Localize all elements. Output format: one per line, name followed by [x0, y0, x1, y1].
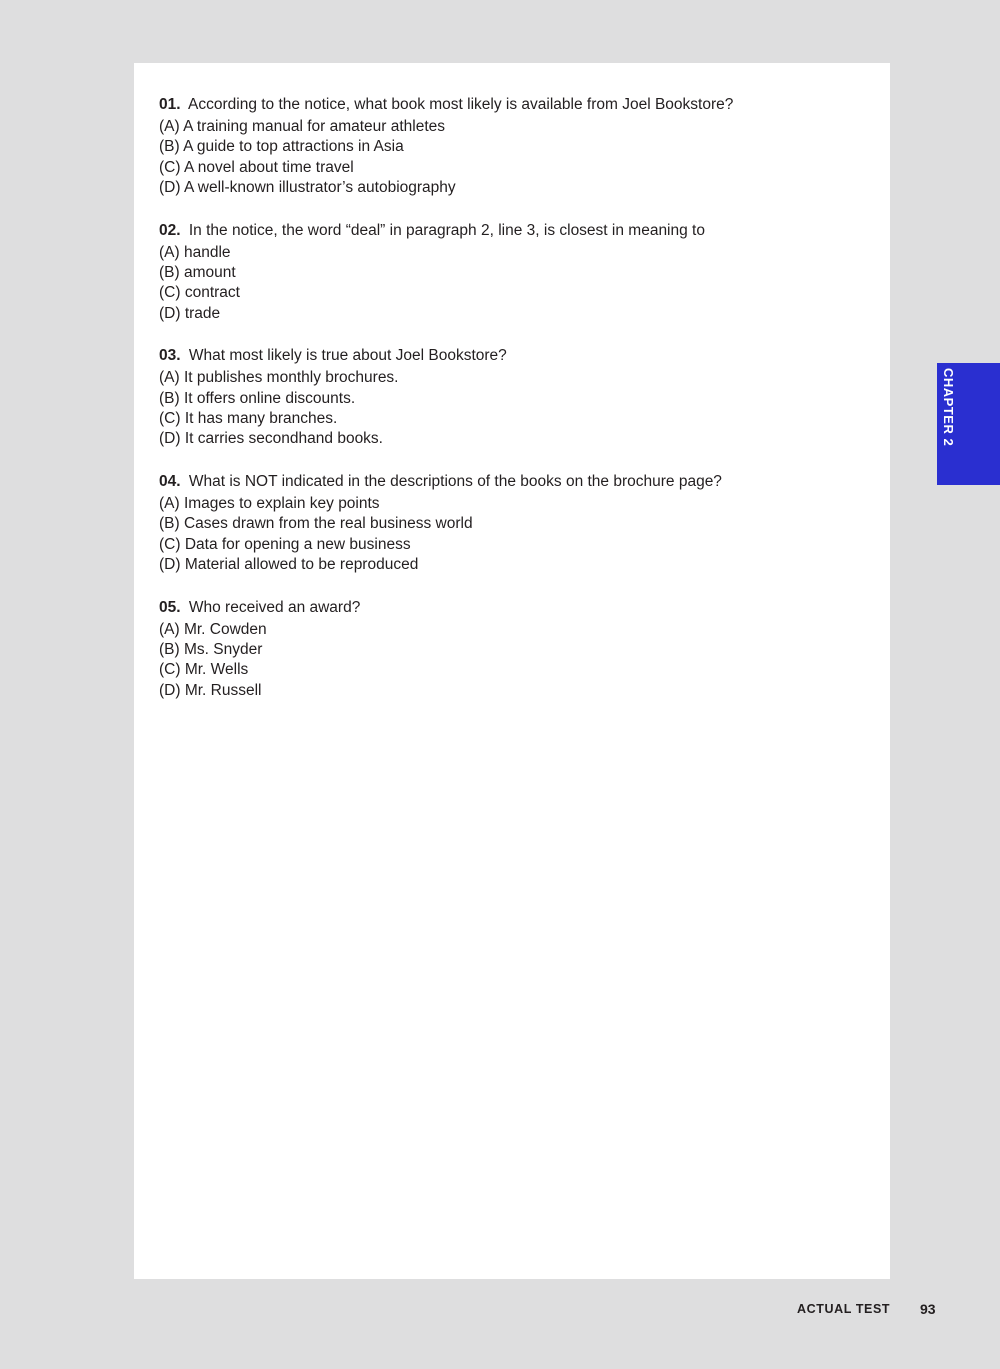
question-03: [159, 345, 879, 450]
answer-option-a: (A) Mr. Cowden: [159, 620, 267, 638]
question-02: [159, 220, 879, 325]
question-list: [159, 94, 879, 722]
answer-option-a: (A) It publishes monthly brochures.: [159, 369, 399, 387]
answer-option-b: (B) It offers online discounts.: [159, 389, 356, 407]
answer-option-d: (D) trade: [159, 304, 221, 322]
page-number: 93: [920, 1301, 936, 1317]
chapter-tab: [937, 363, 1000, 485]
question-number: 04.: [159, 472, 181, 490]
question-01: [159, 94, 879, 199]
answer-option-b: (B) Ms. Snyder: [159, 640, 263, 658]
answer-option-c: (C) A novel about time travel: [159, 158, 354, 176]
answer-option-a: (A) handle: [159, 243, 231, 261]
question-number: 05.: [159, 598, 181, 616]
question-text: According to the notice, what book most likely is available from Joel Bookstore?: [188, 96, 734, 113]
question-number: 01.: [159, 96, 181, 113]
question-text: What most likely is true about Joel Bookstore?: [188, 347, 507, 365]
answer-option-a: (A) Images to explain key points: [159, 494, 380, 512]
answer-option-a: (A) A training manual for amateur athletes: [159, 118, 446, 135]
answer-option-b: (B) Cases drawn from the real business world: [159, 515, 473, 533]
question-stem: [159, 471, 879, 493]
footer-section-label: ACTUAL TEST: [797, 1302, 891, 1316]
question-stem: [159, 345, 879, 367]
question-05: [159, 597, 879, 702]
question-number: 02.: [159, 221, 181, 239]
chapter-label: CHAPTER 2: [941, 368, 956, 447]
answer-option-d: (D) Material allowed to be reproduced: [159, 556, 419, 574]
answer-option-d: (D) It carries secondhand books.: [159, 430, 383, 448]
question-stem: [159, 220, 879, 242]
answer-option-c: (C) It has many branches.: [159, 410, 338, 428]
question-text: What is NOT indicated in the descriptions of the books on the brochure page?: [188, 472, 722, 490]
answer-option-c: (C) Mr. Wells: [159, 661, 249, 679]
question-stem: [159, 94, 879, 116]
question-stem: [159, 597, 879, 619]
question-text: Who received an award?: [188, 598, 361, 616]
answer-option-b: (B) A guide to top attractions in Asia: [159, 138, 404, 156]
answer-option-c: (C) contract: [159, 284, 240, 302]
answer-option-d: (D) A well-known illustrator’s autobiography: [159, 179, 456, 197]
answer-option-b: (B) amount: [159, 264, 236, 282]
question-04: [159, 471, 879, 576]
answer-option-d: (D) Mr. Russell: [159, 681, 262, 699]
answer-option-c: (C) Data for opening a new business: [159, 535, 411, 553]
page-sheet: [134, 63, 890, 1279]
question-text: In the notice, the word “deal” in paragraph 2, line 3, is closest in meaning to: [188, 221, 705, 239]
question-number: 03.: [159, 347, 181, 365]
